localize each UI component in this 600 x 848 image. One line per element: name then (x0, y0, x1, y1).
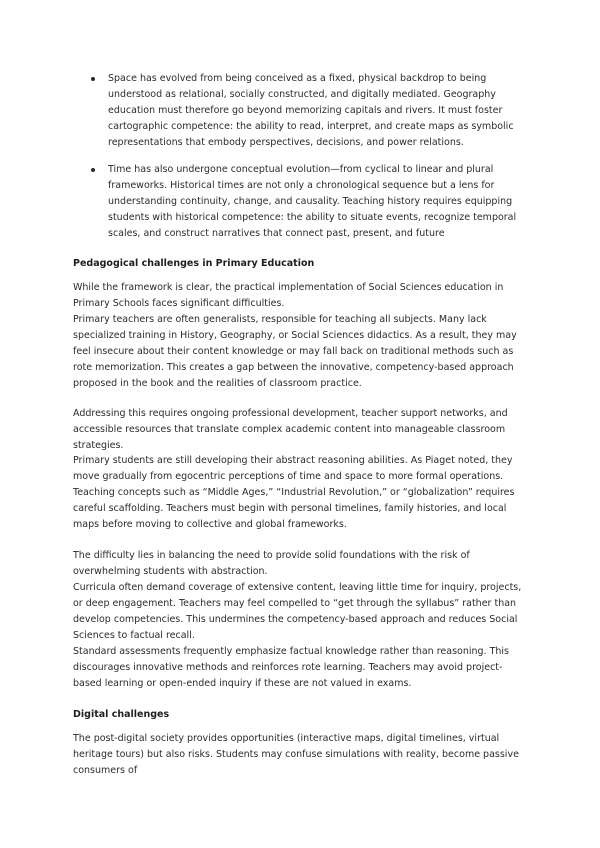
section-heading: Pedagogical challenges in Primary Education (73, 258, 315, 269)
section-heading: Digital challenges (73, 709, 170, 720)
list-item (88, 71, 528, 151)
paragraph: While the framework is clear, the practical implementation of Social Sciences education in Primary Schools faces significant difficulties. (73, 282, 504, 309)
bullet-icon (91, 168, 95, 172)
paragraph: The post-digital society provides opportunities (interactive maps, digital timelines, virtual heritage tours) but also risks. Students may confuse simulations with reality, become passive consumers of (73, 733, 519, 776)
paragraph: Addressing this requires ongoing professional development, teacher support networks, and accessible resources that translate complex academic content into manageable classroom strategies. (73, 408, 508, 451)
paragraph: Standard assessments frequently emphasize factual knowledge rather than reasoning. This discourages innovative methods and reinforces rote learning. Teachers may avoid project-based learning or open-ended inquiry if these are not valued in exams. (73, 646, 510, 689)
bullet-text: Space has evolved from being conceived as a fixed, physical backdrop to being understood as relational, socially constructed, and digitally mediated. Geography education must therefore go beyond memorizing capitals and rivers. It must foster cartographic competence: the ability to read, interpret, and create maps as symbolic representations that embody perspectives, decisions, and power relations. (108, 73, 514, 148)
paragraph: Primary students are still developing their abstract reasoning abilities. As Piaget noted, they move gradually from egocentric perceptions of time and space to more formal operations. Teaching concepts such as “Middle Ages,” “Industrial Revolution,” or “globalization” requires careful scaffolding. Teachers must begin with personal timelines, family histories, and local maps before moving to collective and global frameworks. (73, 455, 515, 530)
bullet-list (88, 71, 528, 253)
paragraph-block (73, 280, 528, 392)
paragraph-block (73, 548, 528, 692)
list-item (88, 162, 528, 242)
paragraph: The difficulty lies in balancing the need to provide solid foundations with the risk of overwhelming students with abstraction. (73, 550, 470, 577)
bullet-icon (91, 77, 95, 81)
paragraph: Curricula often demand coverage of extensive content, leaving little time for inquiry, projects, or deep engagement. Teachers may feel compelled to “get through the syllabus” rather than develop competencies. This undermines the competency-based approach and reduces Social Sciences to factual recall. (73, 582, 522, 641)
paragraph: Primary teachers are often generalists, responsible for teaching all subjects. Many lack specialized training in History, Geography, or Social Sciences didactics. As a result, they may feel insecure about their content knowledge or may fall back on traditional methods such as rote memorization. This creates a gap between the innovative, competency-based approach proposed in the book and the realities of classroom practice. (73, 314, 517, 389)
bullet-text: Time has also undergone conceptual evolution—from cyclical to linear and plural frameworks. Historical times are not only a chronological sequence but a lens for understanding continuity, change, and causality. Teaching history requires equipping students with historical competence: the ability to situate events, recognize temporal scales, and construct narratives that connect past, present, and future (108, 164, 517, 239)
